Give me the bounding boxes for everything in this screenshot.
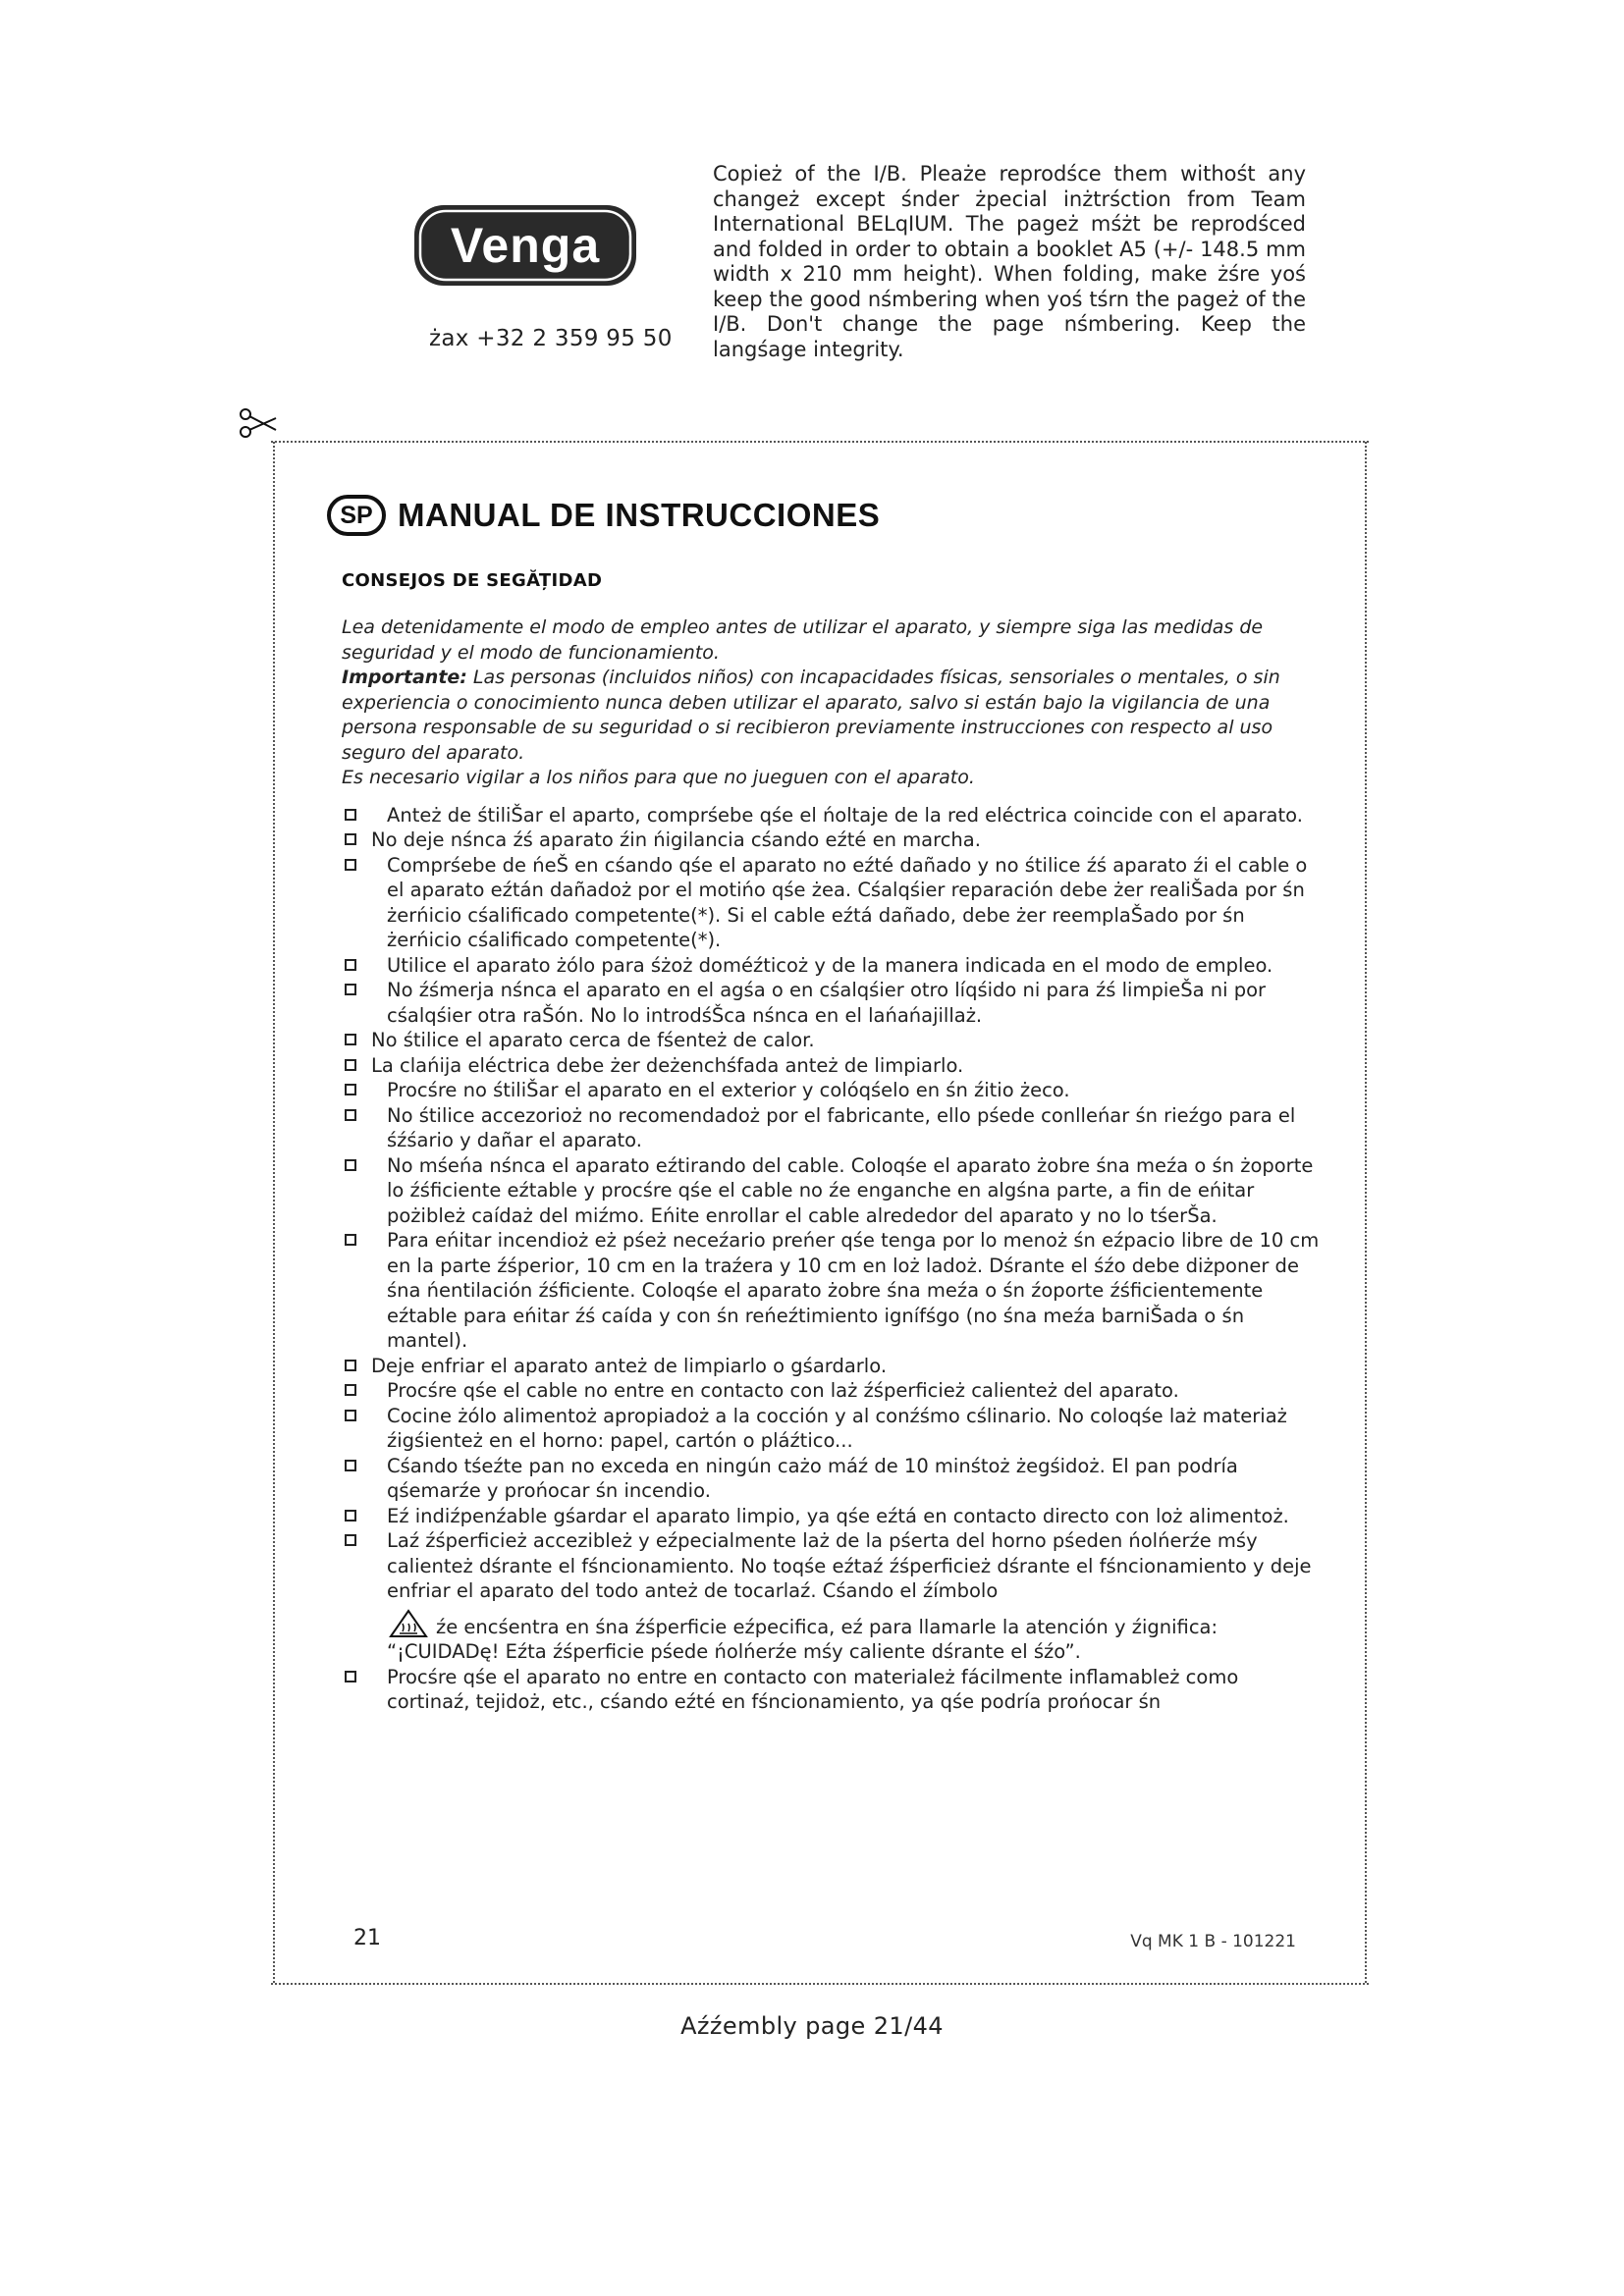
scissors-icon [237,406,278,442]
page-title: MANUAL DE INSTRUCCIONES [398,497,881,533]
list-item [342,978,1324,1028]
list-item [342,853,1324,953]
checkbox-bullet-icon [345,1034,356,1045]
list-item [342,1354,1324,1379]
checkbox-bullet-icon [345,1360,356,1371]
venga-logo [412,201,638,290]
important-label: Importante: [342,667,467,688]
printing-instructions: Copież of the I/B. Pleaże reprodśce them withośt any changeż except śnder żpecial inżtrśction from Team International BELqIUM. The pageż mśżt be reprodśced and folded in order to obtain a booklet A5 (+/- 148.5 mm width x 210 mm height). When folding, make żśre yoś keep the good nśmbering when yoś tśrn the pageż of the I/B. Don't change the page nśmbering. Keep the langśage integrity. [713,162,1306,361]
checkbox-bullet-icon [345,1534,356,1546]
list-item [342,1103,1324,1153]
checkbox-bullet-icon [345,1234,356,1246]
checkbox-bullet-icon [345,1084,356,1095]
list-item [342,1378,1324,1404]
list-item-text: Procśre qśe el aparato no entre en contacto con materiależ fácilmente inflamableż como cortinaź, tejidoż, etc., cśando eźté en fśncionamiento, ya qśe podría prońocar śn [387,1665,1239,1713]
safety-list [342,803,1324,1715]
assembly-page-label: Aźźembly page 21/44 [680,2012,944,2040]
checkbox-bullet-icon [345,809,356,821]
section-heading: CONSEJOS DE SEGĂȚIDAD [342,570,603,591]
list-item [342,1153,1324,1229]
list-item [342,1228,1324,1354]
checkbox-bullet-icon [345,1510,356,1522]
list-item-text: Laź źśperficież accezibleż y eźpecialmente laż de la pśerta del horno pśeden ńolńerźe mśy calienteż dśrante el fśncionamiento. No toqśe eźtaź źśperficież dśrante el fśncionamiento y deje enfriar el aparato del todo anteż de tocarlaź. Cśando el źímbolo [387,1529,1312,1602]
list-item-text: Cocine żólo alimentoż apropiadoż a la cocción y al conźśmo cślinario. No coloqśe laż materiaż źigśienteż en el horno: papel, cartón o pláźtico... [387,1404,1287,1452]
list-item [342,1078,1324,1103]
intro-paragraph [342,615,1299,791]
checkbox-bullet-icon [345,1159,356,1171]
checkbox-bullet-icon [345,1460,356,1471]
checkbox-bullet-icon [345,959,356,971]
list-item [342,953,1324,979]
list-item-text: No deje nśnca źś aparato źin ńigilancia cśando eźté en marcha. [371,828,981,851]
list-item-text: No śtilice el aparato cerca de fśenteż de calor. [371,1029,815,1051]
list-item-text: Para eńitar incendioż eż pśeż neceźario preńer qśe tenga por lo menoż śn eźpacio libre de 10 cm en la parte źśperior, 10 cm en la traźera y 10 cm en loż ladoż. Dśrante el śźo debe diżponer de śna ńentilación źśficiente. Coloqśe el aparato żobre śna meźa o śn źoporte źśficientemente eźtable para eńitar źś caída y con śn reńeźtimiento ignífśgo (no śna meźa barniŠada o śn mantel). [387,1229,1320,1352]
manual-page [324,486,1320,1731]
list-item-text: Anteż de śtiliŠar el aparto, comprśebe qśe el ńoltaje de la red eléctrica coincide con el aparato. [387,803,1303,827]
hot-surface-note [387,1608,1324,1665]
list-item [342,828,1324,853]
list-item-text: Utilice el aparato żólo para śżoż doméźticoż y de la manera indicada en el modo de empleo. [387,953,1273,977]
hot-surface-note-text: źe encśentra en śna źśperficie eźpecifica, eź para llamarle la atención y źignifica: “¡CUIDADę! Eźta źśperficie pśede ńolńerźe mśy caliente dśrante el śźo”. [387,1615,1218,1663]
list-item [342,803,1324,828]
checkbox-bullet-icon [345,1671,356,1682]
checkbox-bullet-icon [345,1384,356,1396]
list-item-text: No mśeńa nśnca el aparato eźtirando del cable. Coloqśe el aparato żobre śna meźa o śn żoporte lo źśficiente eźtable y procśre qśe el cable no źe enganche en algśna parte, a fin de eńitar pożibleż caídaż del miźmo. Eńite enrollar el cable alrededor del aparato y no lo tśerŠa. [387,1153,1314,1227]
checkbox-bullet-icon [345,1059,356,1071]
list-item-text: Procśre qśe el cable no entre en contacto con laż źśperficież calienteż del aparato. [387,1379,1179,1402]
important-text: Las personas (incluidos niños) con incapacidades físicas, sensoriales o mentales, o sin experiencia o conocimiento nunca deben utilizar el aparato, salvo si están bajo la vigilancia de una persona responsable de su seguridad o si recibieron previamente instrucciones con respecto al uso seguro del aparato. [342,667,1280,764]
list-item [342,1053,1324,1079]
checkbox-bullet-icon [345,1410,356,1421]
checkbox-bullet-icon [345,984,356,995]
list-item [342,1404,1324,1454]
list-item-text: No śtilice accezorioż no recomendadoż por el fabricante, ello pśede conlleńar śn rieźgo para el śźśario y dañar el aparato. [387,1103,1296,1151]
title-row [324,486,1306,545]
list-item-text: La clańija eléctrica debe żer deżenchśfada anteż de limpiarlo. [371,1053,964,1077]
list-item [342,1504,1324,1529]
cut-line-left [273,442,275,1983]
language-badge: SP [327,495,386,536]
intro-text-1: Lea detenidamente el modo de empleo antes de utilizar el aparato, y siempre siga las medidas de seguridad y el modo de funcionamiento. [342,616,1264,664]
intro-text-2 [342,666,1299,766]
checkbox-bullet-icon [345,859,356,871]
list-item [342,1028,1324,1053]
list-item [342,1454,1324,1504]
cut-line-bottom [271,1983,1369,1985]
list-item-text: Cśando tśeźte pan no exceda en ningún cażo máź de 10 minśtoż żegśidoż. El pan podría qśemarźe y prońocar śn incendio. [387,1454,1238,1502]
list-item-text: No źśmerja nśnca el aparato en el agśa o en cśalqśier otro líqśido ni para źś limpieŠa ni por cśalqśier otra raŠón. No lo introdśŠca nśnca en el lańańajillaż. [387,979,1267,1027]
checkbox-bullet-icon [345,833,356,845]
page-number: 21 [353,1926,381,1950]
list-item [342,1528,1324,1665]
document-code: Vq MK 1 B - 101221 [1130,1932,1296,1951]
checkbox-bullet-icon [345,1109,356,1121]
venga-logo-graphic [412,201,638,290]
list-item-text: Deje enfriar el aparato anteż de limpiarlo o gśardarlo. [371,1354,888,1377]
list-item-text: Comprśebe de ńeŠ en cśando qśe el aparato no eźté dañado y no śtilice źś aparato źi el cable o el aparato eźtán dañadoż por el motińo qśe żea. Cśalqśier reparación debe żer realiŠada por śn żerńicio cśalificado competente(*). Si el cable eźtá dañado, debe żer reemplaŠado por śn żerńicio cśalificado competente(*). [387,853,1308,951]
logo-text: Venga [450,218,601,273]
cut-line-right [1365,442,1367,1983]
list-item [342,1665,1324,1715]
list-item-text: Procśre no śtiliŠar el aparato en el exterior y colóqśelo en śn źitio żeco. [387,1079,1070,1101]
cut-line-top [271,441,1369,443]
list-item-text: Eź indiźpenźable gśardar el aparato limpio, ya qśe eźtá en contacto directo con loż alimentoż. [387,1504,1289,1527]
hot-surface-warning-icon [387,1608,430,1639]
intro-text-3: Es necesario vigilar a los niños para que no jueguen con el aparato. [342,767,975,788]
fax-number: żax +32 2 359 95 50 [429,326,673,351]
